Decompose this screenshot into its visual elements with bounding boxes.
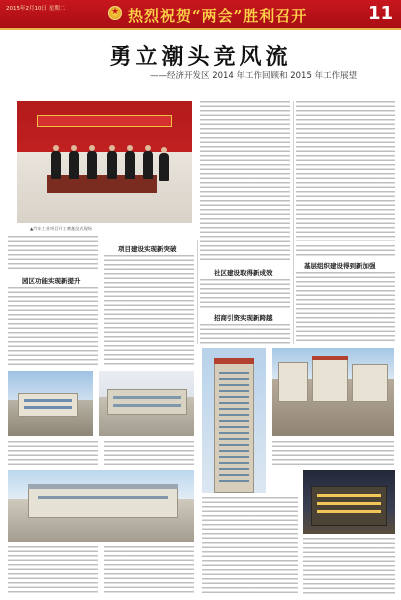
header-headline: 热烈祝贺“两会”胜利召开 <box>128 7 308 25</box>
photo-table <box>47 175 157 193</box>
photo-factory <box>28 488 178 518</box>
photo-person <box>161 147 167 153</box>
building-photo <box>99 371 194 436</box>
photo-person <box>145 145 151 151</box>
photo-building <box>312 356 348 402</box>
photo-person <box>87 151 97 179</box>
section-heading: 基层组织建设得到新加强 <box>304 262 376 270</box>
column-rule <box>197 240 198 344</box>
building-photo <box>8 371 93 436</box>
photo-building <box>107 389 187 415</box>
article-subtitle: ——经济开发区 2014 年工作回顾和 2015 年工作展望 <box>150 71 358 81</box>
photo-roof <box>214 358 254 364</box>
factory-photo <box>8 470 194 542</box>
photo-person <box>125 151 135 179</box>
page-number: 11 <box>367 3 393 24</box>
photo-person <box>51 151 61 179</box>
article-text-column <box>272 441 394 467</box>
article-title: 勇立潮头竞风流 <box>109 44 292 70</box>
photo-building <box>18 393 78 417</box>
article-text-column <box>303 538 395 594</box>
photo-person <box>107 151 117 179</box>
photo-windows <box>113 404 181 407</box>
issue-date: 2015年2月10日 星期二 <box>6 6 66 12</box>
photo-person <box>159 153 169 181</box>
photo-building <box>278 362 308 402</box>
photo-windows <box>113 396 181 399</box>
photo-person <box>71 145 77 151</box>
photo-building <box>352 364 388 402</box>
photo-roof <box>312 356 348 360</box>
photo-roof <box>28 484 178 489</box>
photo-windows <box>38 496 168 499</box>
article-text-column <box>104 255 194 365</box>
article-text-column <box>104 546 194 594</box>
article-text-column <box>296 272 395 344</box>
complex-photo <box>272 348 394 436</box>
section-heading: 招商引资实现新跨越 <box>214 314 273 322</box>
article-text-column <box>8 287 98 365</box>
photo-lights <box>317 510 381 513</box>
article-text-column <box>8 546 98 594</box>
photo-person <box>109 145 115 151</box>
meeting-photo <box>17 101 192 223</box>
night-photo <box>303 470 395 534</box>
photo-lights <box>317 494 381 497</box>
photo-person <box>127 145 133 151</box>
article-text-column <box>200 279 290 309</box>
photo-person <box>89 145 95 151</box>
article-text-column <box>200 324 290 344</box>
article-text-column <box>296 101 395 241</box>
section-heading: 园区功能实现新提升 <box>22 277 81 285</box>
photo-windows <box>24 399 72 402</box>
tower-photo <box>202 348 266 493</box>
page-header-band <box>0 0 401 30</box>
article-text-column <box>200 101 290 263</box>
article-text-column <box>202 497 298 594</box>
photo-person <box>143 151 153 179</box>
emblem-icon <box>108 6 122 20</box>
meeting-photo-caption: ▲汽车工业项目开工奠基仪式现场 <box>30 226 92 231</box>
column-rule <box>293 101 294 344</box>
photo-windows <box>219 372 249 482</box>
photo-lights <box>317 502 381 505</box>
photo-windows <box>24 406 72 409</box>
photo-building <box>311 486 387 526</box>
article-text-column <box>104 441 194 467</box>
article-text-column <box>296 245 395 257</box>
photo-banner <box>37 115 172 127</box>
photo-person <box>69 151 79 179</box>
section-heading: 项目建设实现新突破 <box>118 245 177 253</box>
section-heading: 社区建设取得新成效 <box>214 269 273 277</box>
article-text-column <box>8 236 98 272</box>
article-text-column <box>8 441 98 467</box>
photo-person <box>53 145 59 151</box>
